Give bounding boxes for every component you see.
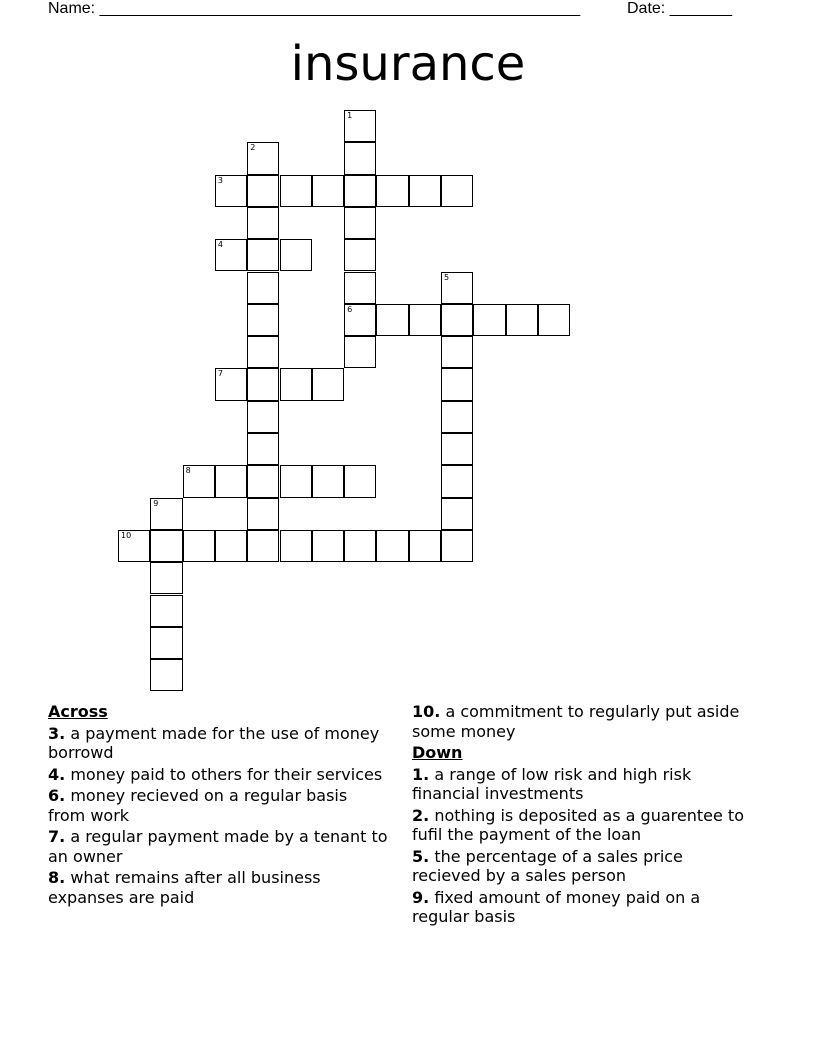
grid-cell[interactable] [280, 465, 312, 497]
grid-cell[interactable] [409, 175, 441, 207]
grid-cell[interactable] [183, 465, 215, 497]
grid-cell[interactable] [247, 239, 279, 271]
clue-across-7: 7. a regular payment made by a tenant to an owner [48, 827, 388, 866]
grid-cell[interactable] [215, 239, 247, 271]
grid-cell[interactable] [344, 530, 376, 562]
grid-cell[interactable] [409, 304, 441, 336]
grid-cell[interactable] [376, 530, 408, 562]
grid-cell[interactable] [215, 465, 247, 497]
grid-cell[interactable] [538, 304, 570, 336]
grid-cell[interactable] [376, 304, 408, 336]
down-heading: Down [412, 743, 463, 762]
grid-cell[interactable] [344, 272, 376, 304]
grid-cell[interactable] [344, 110, 376, 142]
page-title: insurance [290, 36, 526, 92]
grid-cell[interactable] [441, 498, 473, 530]
grid-cell[interactable] [247, 465, 279, 497]
grid-cell[interactable] [247, 336, 279, 368]
grid-cell[interactable] [280, 530, 312, 562]
clue-number: 7 [217, 369, 223, 379]
grid-cell[interactable] [280, 368, 312, 400]
clue-number: 9 [153, 498, 159, 508]
grid-cell[interactable] [312, 530, 344, 562]
grid-cell[interactable] [441, 304, 473, 336]
grid-cell[interactable] [247, 175, 279, 207]
clue-across-10: 10. a commitment to regularly put aside some money [412, 702, 740, 741]
grid-cell[interactable] [215, 175, 247, 207]
clue-number: 10 [121, 530, 132, 540]
name-field[interactable]: Name: ______________________________________________________ [48, 0, 581, 17]
grid-cell[interactable] [344, 142, 376, 174]
across-heading: Across [48, 702, 108, 721]
clue-number: 1 [347, 111, 353, 120]
grid-cell[interactable] [247, 207, 279, 239]
grid-cell[interactable] [441, 465, 473, 497]
grid-cell[interactable] [247, 142, 279, 174]
grid-cell[interactable] [183, 530, 215, 562]
grid-cell[interactable] [312, 368, 344, 400]
grid-cell[interactable] [312, 175, 344, 207]
grid-cell[interactable] [150, 562, 182, 594]
clue-across-4: 4. money paid to others for their services [48, 764, 383, 784]
grid-cell[interactable] [441, 530, 473, 562]
grid-cell[interactable] [150, 627, 182, 659]
grid-cell[interactable] [344, 304, 376, 336]
grid-cell[interactable] [247, 401, 279, 433]
grid-cell[interactable] [376, 175, 408, 207]
grid-cell[interactable] [150, 595, 182, 627]
grid-cell[interactable] [150, 659, 182, 691]
grid-cell[interactable] [344, 175, 376, 207]
grid-cell[interactable] [409, 530, 441, 562]
grid-cell[interactable] [280, 239, 312, 271]
clue-number: 6 [347, 304, 353, 314]
grid-cell[interactable] [344, 336, 376, 368]
clue-number: 3 [217, 175, 223, 185]
grid-cell[interactable] [441, 175, 473, 207]
clue-number: 5 [444, 272, 450, 282]
grid-cell[interactable] [215, 368, 247, 400]
grid-cell[interactable] [441, 272, 473, 304]
clues-left-column [48, 702, 388, 909]
clue-across-3: 3. a payment made for the use of money borrowd [48, 723, 380, 762]
grid-cell[interactable] [506, 304, 538, 336]
grid-cell[interactable] [344, 239, 376, 271]
clue-across-6: 6. money recieved on a regular basis from work [48, 786, 348, 825]
grid-cell[interactable] [344, 465, 376, 497]
grid-cell[interactable] [247, 498, 279, 530]
grid-cell[interactable] [312, 465, 344, 497]
grid-cell[interactable] [441, 368, 473, 400]
date-field[interactable]: Date: _______ [627, 0, 732, 17]
grid-cell[interactable] [150, 498, 182, 530]
grid-cell[interactable] [441, 401, 473, 433]
grid-cell[interactable] [150, 530, 182, 562]
clue-number: 8 [185, 466, 191, 476]
grid-cell[interactable] [247, 368, 279, 400]
grid-cell[interactable] [247, 530, 279, 562]
clue-number: 2 [250, 143, 256, 153]
grid-cell[interactable] [441, 336, 473, 368]
clue-across-8: 8. what remains after all business expanses are paid [48, 868, 321, 907]
clue-down-5: 5. the percentage of a sales price recieved by a sales person [412, 846, 683, 885]
grid-cell[interactable] [247, 433, 279, 465]
clue-down-1: 1. a range of low risk and high risk financial investments [412, 764, 692, 803]
grid-cell[interactable] [118, 530, 150, 562]
clue-number: 4 [217, 240, 223, 250]
grid-cell[interactable] [247, 272, 279, 304]
grid-cell[interactable] [280, 175, 312, 207]
grid-cell[interactable] [441, 433, 473, 465]
clue-down-9: 9. fixed amount of money paid on a regular basis [412, 887, 701, 926]
clues-right-column [412, 702, 752, 929]
grid-cell[interactable] [344, 207, 376, 239]
grid-cell[interactable] [215, 530, 247, 562]
grid-cell[interactable] [247, 304, 279, 336]
clue-down-2: 2. nothing is deposited as a guarentee to fufil the payment of the loan [412, 805, 744, 844]
grid-cell[interactable] [473, 304, 505, 336]
